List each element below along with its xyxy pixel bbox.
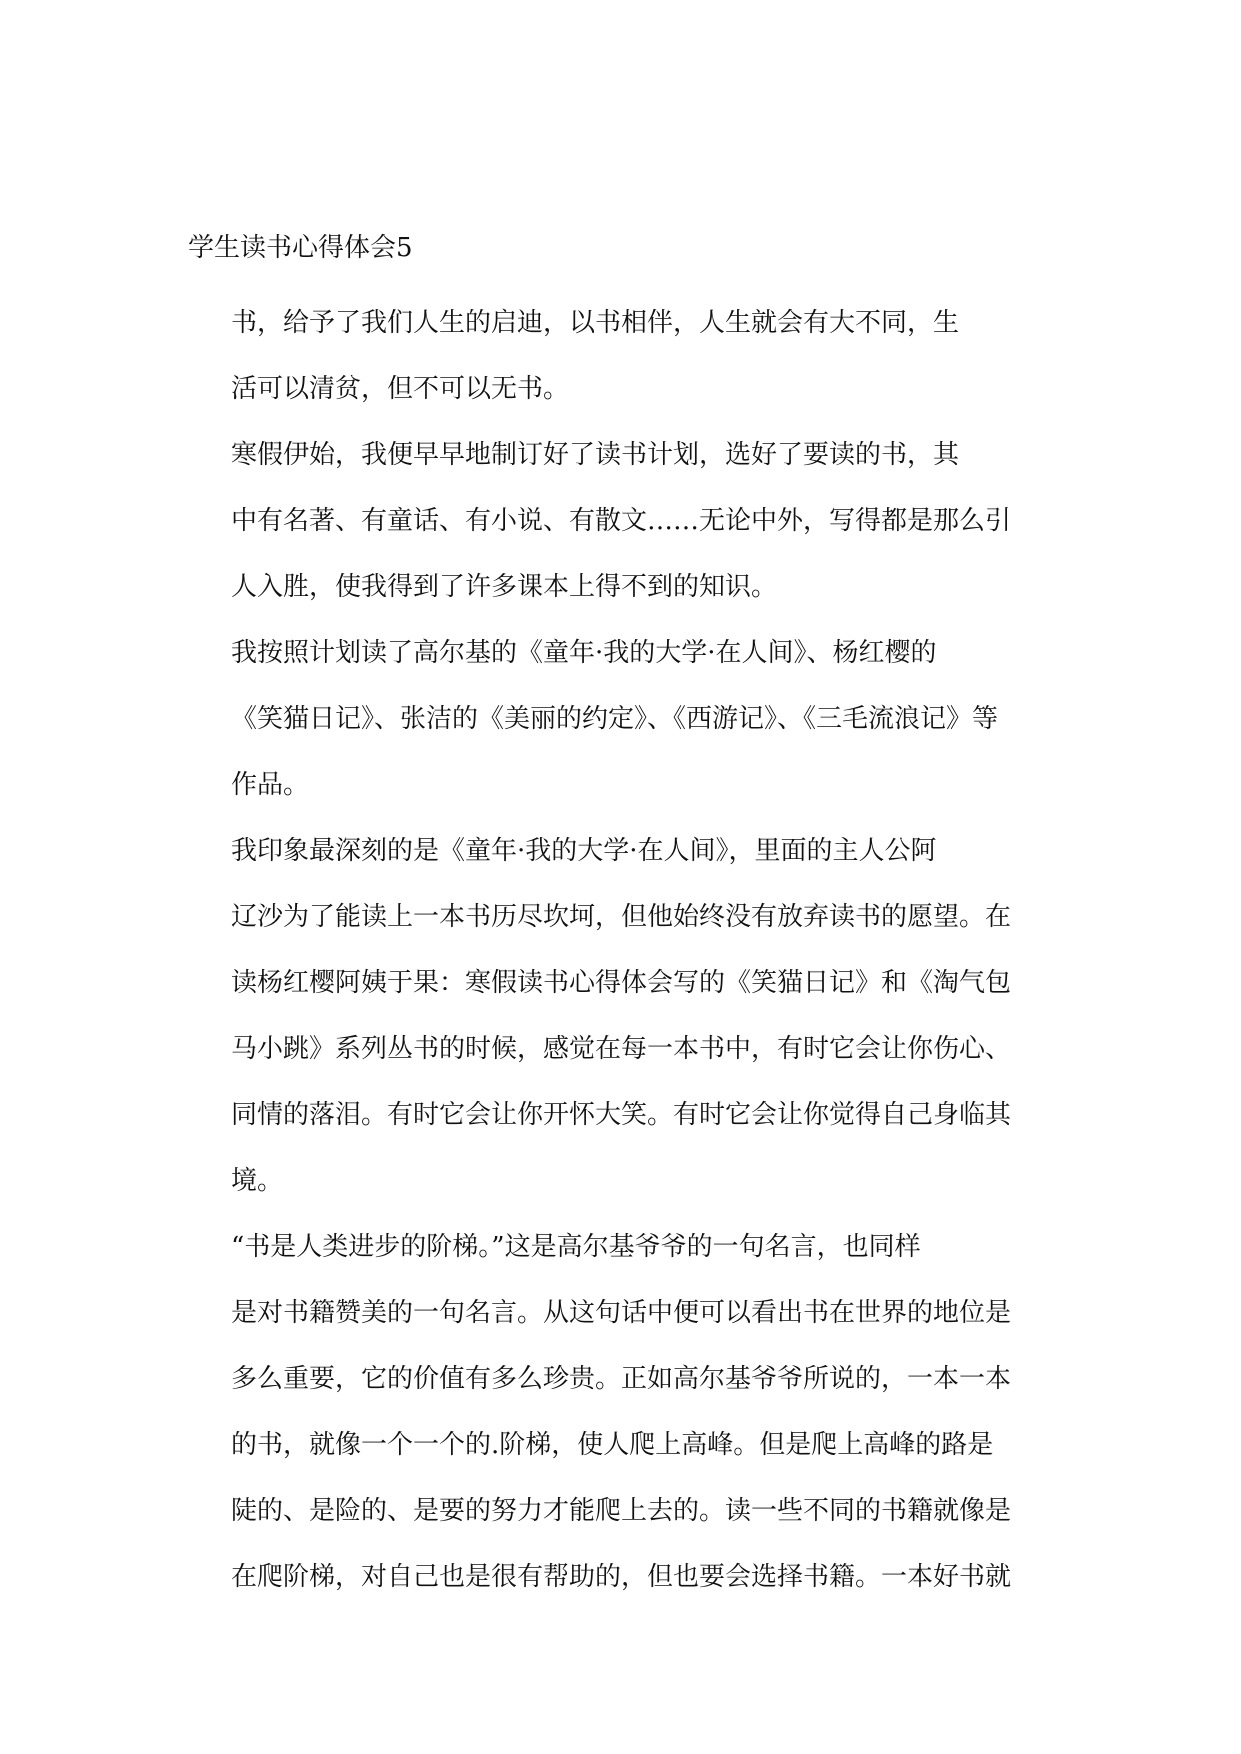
paragraph-3 — [188, 620, 1050, 818]
paragraph-line: 人入胜，使我得到了许多课本上得不到的知识。 — [231, 572, 778, 602]
paragraph-2 — [188, 422, 1050, 620]
paragraph-line: 陡的、是险的、是要的努力才能爬上去的。读一些不同的书籍就像是 — [231, 1496, 1012, 1526]
paragraph-line: 同情的落泪。有时它会让你开怀大笑。有时它会让你觉得自己身临其 — [231, 1100, 1012, 1130]
paragraph-line: 中有名著、有童话、有小说、有散文……无论中外，写得都是那么引 — [231, 506, 1012, 536]
paragraph-5 — [188, 1214, 1050, 1610]
paragraph-line: 辽沙为了能读上一本书历尽坎坷，但他始终没有放弃读书的愿望。在 — [231, 902, 1012, 932]
paragraph-line: 书，给予了我们人生的启迪，以书相伴，人生就会有大不同，生 — [231, 308, 960, 338]
paragraph-line: 马小跳》系列丛书的时候，感觉在每一本书中，有时它会让你伤心、 — [231, 1034, 1012, 1064]
paragraph-line: 是对书籍赞美的一句名言。从这句话中便可以看出书在世界的地位是 — [231, 1298, 1012, 1328]
paragraph-line: “书是人类进步的阶梯。”这是高尔基爷爷的一句名言，也同样 — [231, 1232, 921, 1262]
paragraph-line: 多么重要，它的价值有多么珍贵。正如高尔基爷爷所说的，一本一本 — [231, 1364, 1012, 1394]
document-title: 学生读书心得体会5 — [188, 233, 413, 263]
paragraph-line: 作品。 — [231, 770, 310, 800]
paragraph-line: 活可以清贫，但不可以无书。 — [231, 374, 570, 404]
paragraph-line: 读杨红樱阿姨于果：寒假读书心得体会写的《笑猫日记》和《淘气包 — [231, 968, 1012, 998]
paragraph-4 — [188, 818, 1050, 1214]
paragraph-line: 在爬阶梯，对自己也是很有帮助的，但也要会选择书籍。一本好书就 — [231, 1562, 1012, 1592]
paragraph-line: 的书，就像一个一个的.阶梯，使人爬上高峰。但是爬上高峰的路是 — [231, 1430, 994, 1460]
paragraph-line: 我印象最深刻的是《童年·我的大学·在人间》，里面的主人公阿 — [231, 836, 937, 866]
paragraph-line: 我按照计划读了高尔基的《童年·我的大学·在人间》、杨红樱的 — [231, 638, 937, 668]
paragraph-line: 寒假伊始，我便早早地制订好了读书计划，选好了要读的书，其 — [231, 440, 960, 470]
document-page — [188, 228, 1050, 1610]
paragraph-line: 境。 — [231, 1166, 284, 1196]
paragraph-line: 《笑猫日记》、张洁的《美丽的约定》、《西游记》、《三毛流浪记》等 — [231, 704, 999, 734]
paragraph-1 — [188, 290, 1050, 422]
